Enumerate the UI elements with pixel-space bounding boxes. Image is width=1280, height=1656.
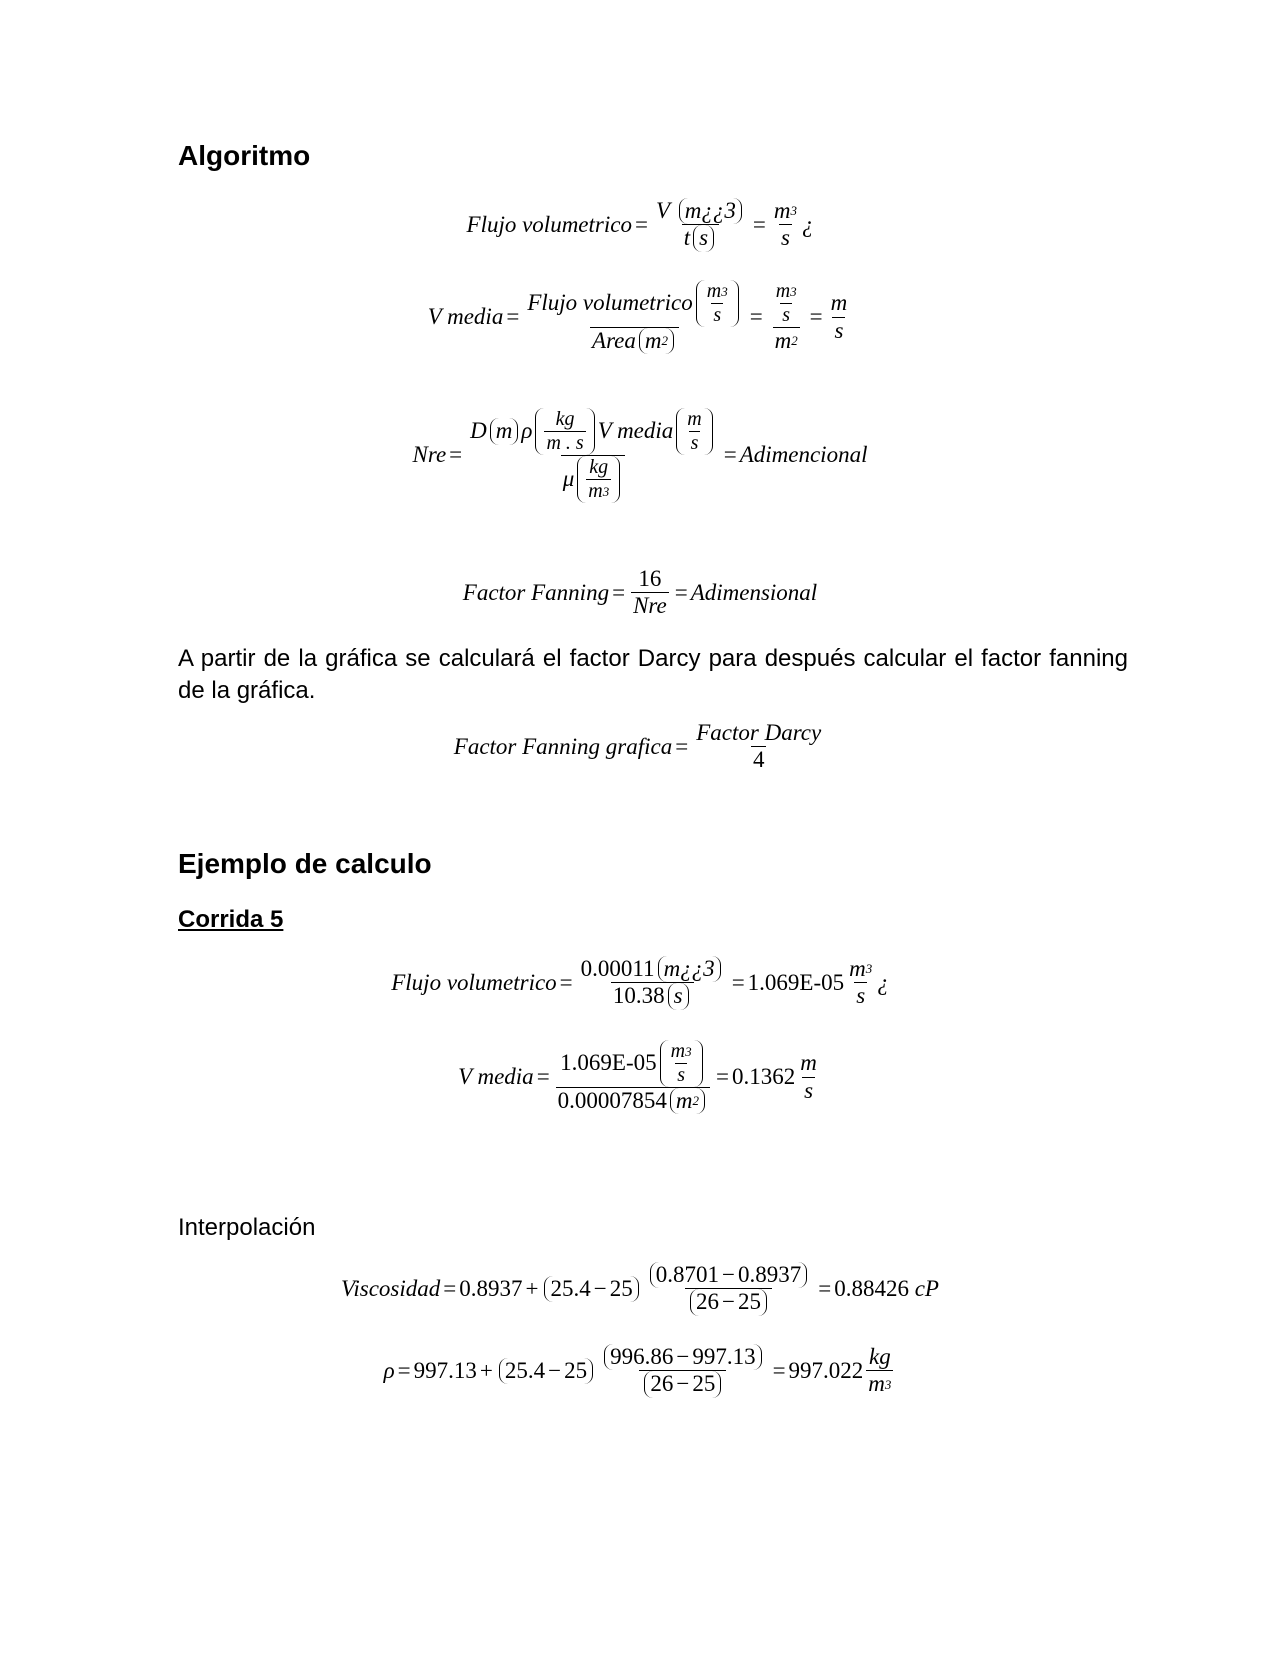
eq-visc-equals-2: = [818, 1275, 832, 1301]
eq-flujo-equals-2: = [752, 211, 766, 237]
eq-dens-unit-den: m [868, 1371, 885, 1397]
eq-dens-lhs: ρ [383, 1357, 395, 1383]
eq-dens-diff-a: 25.4 [504, 1357, 546, 1383]
eq-dens-den-b: 25 [692, 1371, 716, 1397]
eq-flujo-res-den: s [780, 225, 790, 251]
eq-fgraf-fraction [694, 720, 823, 774]
eq-fanning-num: 16 [638, 566, 662, 591]
eq-flujoej-num-val: 0.00011 [580, 956, 655, 981]
eq-dens-plus: + [479, 1357, 493, 1383]
eq-flujo-equals: = [634, 211, 648, 237]
eq-flujoej-result: 1.069E-05 [747, 969, 845, 995]
eq-flujo-result-fraction: m 3 s [773, 198, 797, 251]
eq-vmedia-res-num: m [830, 290, 848, 316]
eq-fanning-fraction [631, 566, 669, 620]
eq-dens-equals-2: = [772, 1357, 786, 1383]
eq-vmej-den-val: 0.00007854 [557, 1088, 667, 1113]
eq-dens-unit-fraction: kg m 3 [868, 1344, 892, 1397]
equation-factor-fanning [0, 566, 1280, 620]
equation-flujo-volumetrico [0, 198, 1280, 252]
eq-dens-num-minus: − [676, 1344, 690, 1369]
eq-flujo-tail: ¿ [801, 211, 814, 237]
eq-flujo-lhs: Flujo volumetrico [466, 211, 632, 237]
eq-flujoej-den-val: 10.38 [612, 983, 665, 1009]
eq-vmedia-den-unit: m [644, 328, 662, 353]
eq-vmedia-compound-fraction: m 3 s m 2 [774, 280, 798, 353]
eq-vmej-num-unit-den: s [677, 1064, 685, 1086]
eq-fanning-equals-2: = [674, 579, 688, 605]
equation-viscosidad [0, 1262, 1280, 1316]
equation-nre [0, 408, 1280, 503]
eq-flujoej-result-fraction: m 3 s [849, 956, 873, 1009]
eq-dens-diff-b: 25 [564, 1357, 588, 1383]
eq-visc-num-a: 0.8701 [655, 1262, 719, 1287]
eq-fanning-result: Adimensional [690, 579, 818, 605]
eq-dens-result: 997.022 [788, 1357, 864, 1383]
eq-dens-base: 997.13 [413, 1357, 477, 1383]
eq-visc-diff-b: 25 [609, 1275, 633, 1301]
eq-flujoej-fraction [579, 956, 726, 1010]
eq-nre-lhs: Nre [412, 442, 447, 468]
paragraph-interpolacion: Interpolación [178, 1214, 316, 1241]
eq-vmedia-result-fraction [829, 290, 850, 344]
eq-vmej-result: 0.1362 [732, 1064, 796, 1089]
equation-v-media [0, 280, 1280, 354]
eq-fanning-lhs: Factor Fanning [462, 579, 610, 605]
eq-flujo-fraction [654, 198, 747, 252]
eq-nre-equals: = [449, 442, 463, 468]
eq-dens-fraction [599, 1344, 766, 1398]
eq-fgraf-num: Factor Darcy [696, 720, 822, 745]
eq-nre-d: D [470, 418, 487, 444]
eq-visc-plus: + [525, 1275, 539, 1301]
eq-visc-equals: = [443, 1275, 457, 1301]
eq-nre-result: Adimencional [739, 442, 868, 468]
eq-vmej-num-unit-num: m [670, 1040, 686, 1062]
eq-nre-d-unit: m [495, 418, 513, 444]
eq-fgraf-equals: = [675, 733, 689, 759]
eq-vmedia-den-text: Area [592, 328, 636, 353]
eq-dens-num-a: 996.86 [610, 1344, 674, 1369]
eq-flujoej-lhs: Flujo volumetrico [391, 969, 557, 995]
heading-corrida-5: Corrida 5 [178, 906, 284, 933]
eq-visc-num-minus: − [721, 1262, 735, 1287]
eq-dens-den-minus: − [676, 1371, 690, 1397]
equation-fanning-grafica [0, 720, 1280, 774]
eq-flujoej-equals-2: = [731, 969, 745, 995]
equation-v-media-ejemplo [0, 1040, 1280, 1114]
eq-vmej-result-fraction [798, 1050, 819, 1104]
paragraph-grafica: A partir de la gráfica se calculará el factor Darcy para después calcular el factor fanning de la gráfica. [178, 645, 1128, 704]
eq-vmedia-equals: = [506, 304, 520, 329]
eq-visc-diff-a: 25.4 [550, 1275, 591, 1301]
eq-vmedia-num-unit-num: m [706, 280, 722, 302]
eq-visc-fraction [645, 1262, 812, 1316]
eq-vmedia-equals-2: = [749, 304, 763, 329]
eq-nre-fraction: D m ρ $\frac{kg}{m . s}$ V media $\frac{m}{s}$ μ kg m 3 [468, 408, 718, 503]
eq-vmedia-res-den: s [834, 317, 844, 343]
eq-flujoej-den-unit: s [673, 983, 683, 1009]
eq-nre-rho: ρ [521, 418, 533, 444]
eq-flujo-res-num: m [773, 198, 791, 223]
eq-fanning-equals: = [612, 579, 626, 605]
eq-nre-mu-den: m [588, 480, 603, 502]
eq-vmedia-cf-top-den: s [782, 304, 791, 326]
eq-nre-mu-num: kg [589, 456, 609, 478]
eq-flujoej-tail: ¿ [877, 969, 889, 995]
eq-vmej-res-den: s [804, 1077, 814, 1103]
eq-dens-minus: − [548, 1357, 562, 1383]
eq-dens-unit-num: kg [869, 1344, 891, 1369]
eq-visc-den-minus: − [721, 1289, 735, 1315]
eq-visc-den-b: 25 [737, 1289, 761, 1315]
eq-vmej-den-unit: m [675, 1088, 693, 1113]
eq-vmedia-num-text: Flujo volumetrico [527, 290, 693, 316]
eq-vmej-equals: = [536, 1064, 550, 1089]
eq-nre-vm-den: s [690, 432, 699, 454]
eq-flujoej-res-den: s [856, 983, 866, 1009]
eq-vmedia-cf-bot: m [774, 328, 792, 353]
eq-vmedia-cf-top-num: m [775, 280, 791, 302]
eq-nre-vm: V media [597, 418, 674, 444]
eq-dens-equals: = [397, 1357, 411, 1383]
eq-vmedia-equals-3: = [809, 304, 823, 329]
equation-densidad [0, 1344, 1280, 1398]
eq-fgraf-lhs: Factor Fanning grafica [453, 733, 673, 759]
equation-flujo-ejemplo [0, 956, 1280, 1010]
eq-vmej-num-val: 1.069E-05 [560, 1050, 657, 1076]
eq-flujo-den-t: t [683, 225, 691, 251]
eq-vmej-equals-2: = [716, 1064, 730, 1089]
eq-dens-den-a: 26 [650, 1371, 674, 1397]
eq-nre-rho-den: m . s [546, 432, 584, 454]
eq-fgraf-den: 4 [752, 747, 765, 773]
eq-vmej-lhs: V media [458, 1064, 534, 1089]
eq-vmedia-fraction: Flujo volumetrico m 3 s Area m 2 [525, 280, 743, 354]
eq-flujo-num-v: V [655, 198, 670, 223]
eq-vmej-fraction: 1.069E-05 m 3 s 0.00007854 m 2 [556, 1040, 710, 1114]
eq-vmej-res-num: m [800, 1050, 817, 1076]
eq-visc-minus: − [593, 1275, 607, 1301]
eq-dens-num-b: 997.13 [692, 1344, 756, 1369]
eq-vmedia-num-unit-den: s [713, 304, 722, 326]
eq-vmedia-lhs: V media [427, 304, 504, 329]
eq-visc-den-a: 26 [695, 1289, 719, 1315]
eq-flujo-den-s: s [699, 225, 709, 251]
eq-flujoej-num-unit: m¿¿3 [663, 956, 715, 981]
eq-visc-result: 0.88426 [834, 1275, 909, 1301]
eq-visc-lhs: Viscosidad [341, 1275, 441, 1301]
eq-nre-vm-num: m [687, 408, 702, 430]
eq-flujoej-equals: = [559, 969, 573, 995]
eq-nre-mu: μ [562, 466, 575, 492]
heading-ejemplo-calculo: Ejemplo de calculo [178, 848, 432, 879]
eq-visc-num-b: 0.8937 [737, 1262, 802, 1287]
eq-nre-equals-2: = [723, 442, 737, 468]
eq-visc-base: 0.8937 [459, 1275, 523, 1301]
eq-nre-rho-num: kg [555, 408, 575, 430]
eq-flujoej-res-num: m [849, 956, 866, 981]
eq-visc-unit: cP [914, 1275, 939, 1301]
heading-algoritmo: Algoritmo [178, 140, 311, 171]
eq-fanning-den: Nre [633, 593, 667, 619]
eq-flujo-num-unit: m¿¿3 [684, 198, 736, 223]
